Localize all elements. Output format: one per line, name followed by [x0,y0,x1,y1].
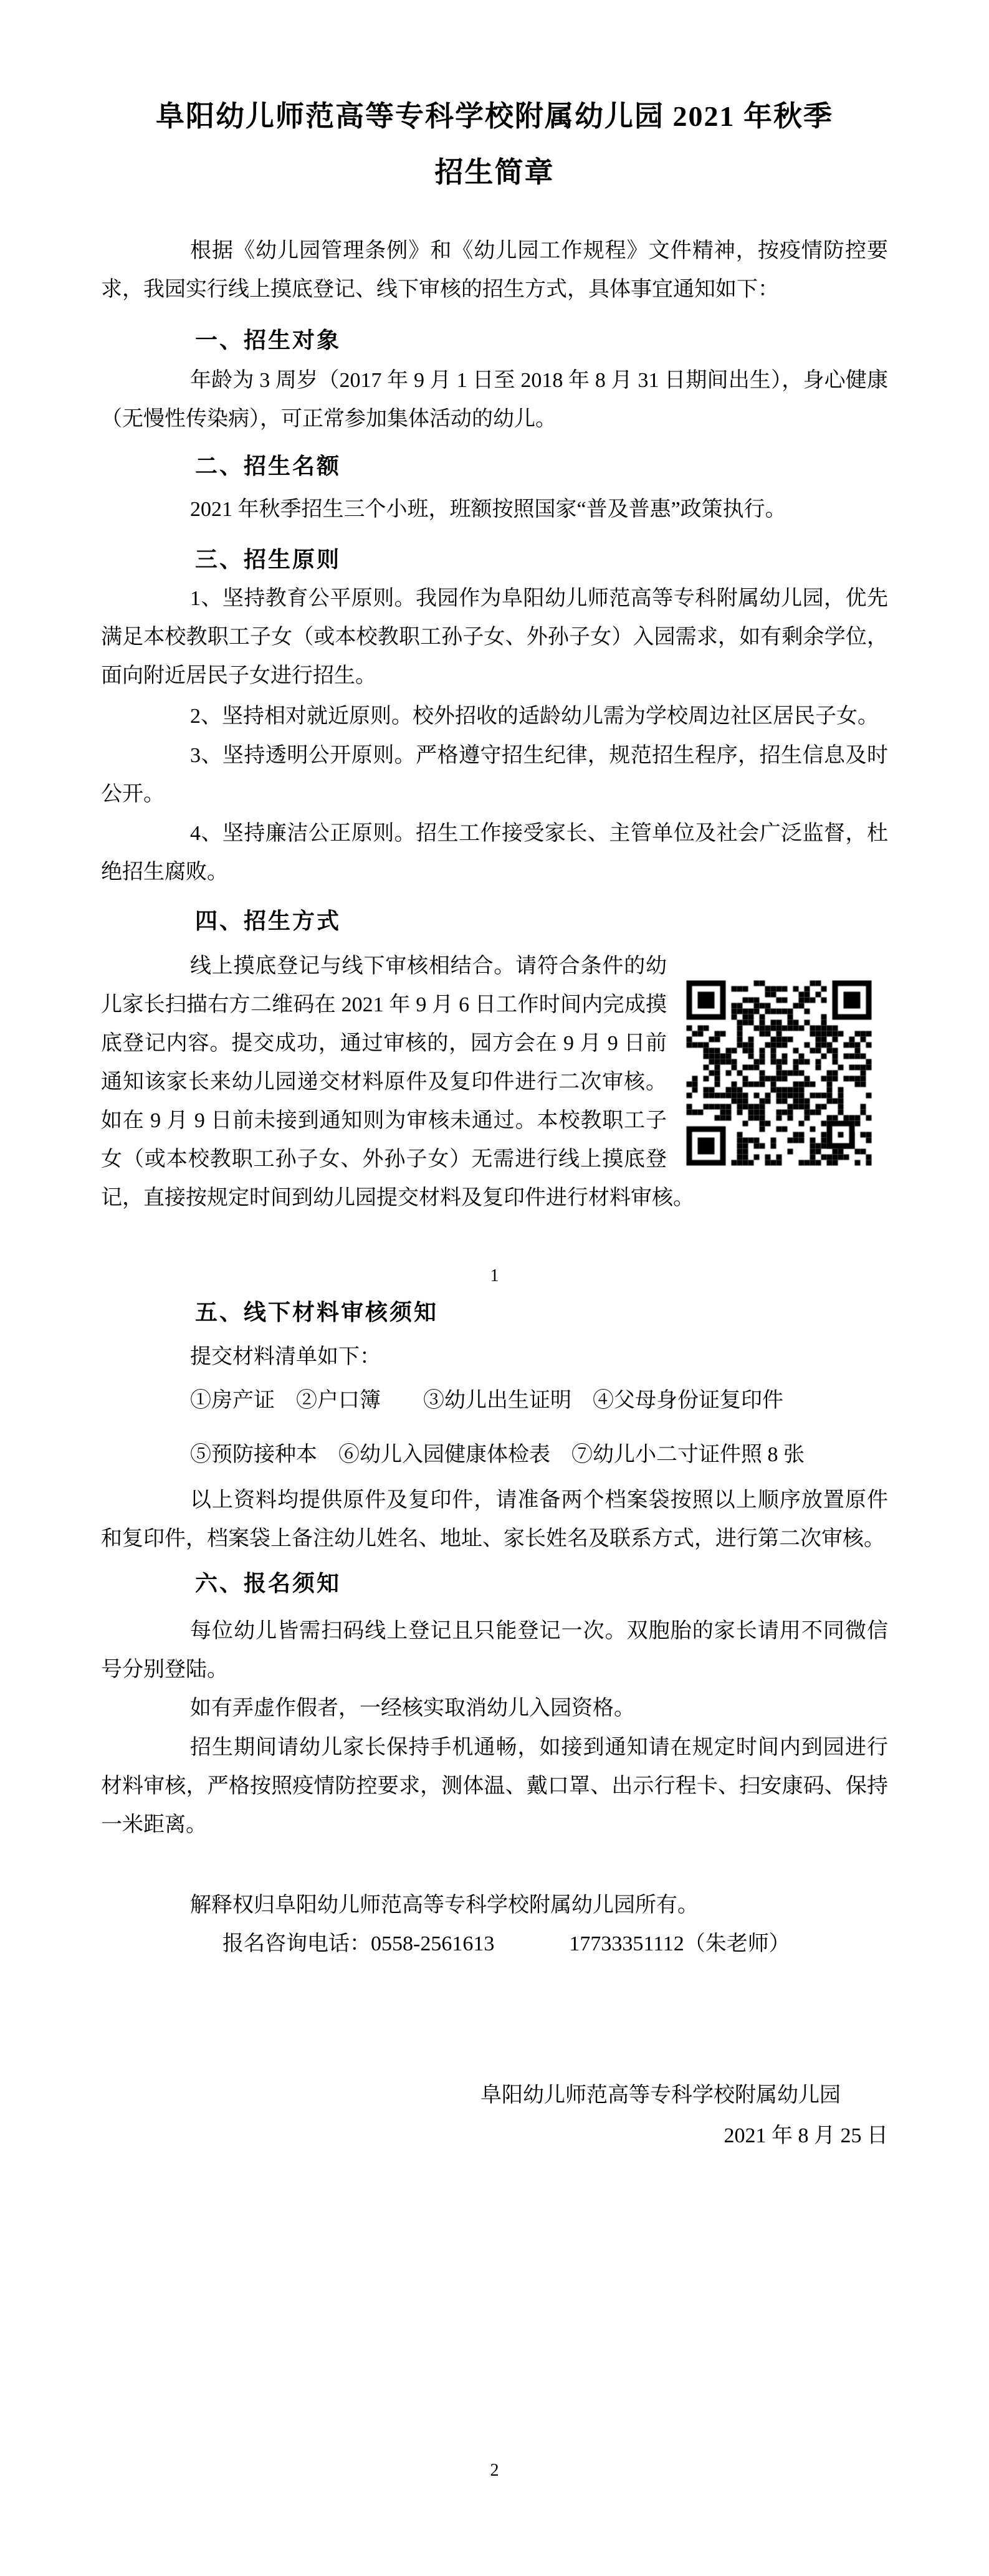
section-4-paragraph: 线上摸底登记与线下审核相结合。请符合条件的幼儿家长扫描右方二维码在 2021 年 9 月 6 日工作时间内完成摸底登记内容。提交成功，通过审核的，园方会在 9 月 9 日前通知该家长来幼儿园递交材料原件及复印件进行二次审核。如在 9 月 9 日前未接到通知则为审核未通过。本校教职工子女（或本校教职工孙子女、外孙子女）无需进行线上摸底登记，直接按规定时间到幼儿园提交材料及复印件进行材料审核。 [101,955,694,1209]
signature-organization: 阜阳幼儿师范高等专科学校附属幼儿园 [480,2084,841,2107]
disclaimer-line: 解释权归阜阳幼儿师范高等专科学校附属幼儿园所有。 [190,1894,699,1917]
intro-paragraph: 根据《幼儿园管理条例》和《幼儿园工作规程》文件精神，按疫情防控要求，我园实行线上摸底登记、线下审核的招生方式，具体事宜通知如下： [101,239,888,301]
section-3-principle-3: 3、坚持透明公开原则。严格遵守招生纪律，规范招生程序，招生信息及时公开。 [101,744,888,806]
section-5-intro: 提交材料清单如下： [190,1345,381,1368]
qr-code [686,980,872,1166]
section-5-materials-row-1: ①房产证 ②户口簿 ③幼儿出生证明 ④父母身份证复印件 [190,1389,783,1412]
section-4-heading: 四、招生方式 [195,908,342,933]
section-3-heading: 三、招生原则 [195,546,342,572]
section-3-principle-4: 4、坚持廉洁公正原则。招生工作接受家长、主管单位及社会广泛监督，杜绝招生腐败。 [101,822,888,884]
section-3-principle-2: 2、坚持相对就近原则。校外招收的适龄幼儿需为学校周边社区居民子女。 [190,705,879,728]
contact-phone-line [101,1925,888,1963]
section-6-paragraph-2: 如有弄虚作假者，一经核实取消幼儿入园资格。 [190,1697,635,1720]
section-1-heading: 一、招生对象 [195,327,342,353]
section-2-heading: 二、招生名额 [195,453,342,479]
page-2-number: 2 [490,2461,499,2480]
qr-code-image [686,980,872,1166]
section-2-paragraph: 2021 年秋季招生三个小班，班额按照国家“普及普惠”政策执行。 [190,498,786,521]
signature-date: 2021 年 8 月 25 日 [724,2124,888,2147]
section-5-heading: 五、线下材料审核须知 [195,1299,439,1325]
section-6-heading: 六、报名须知 [195,1570,342,1596]
section-5-paragraph: 以上资料均提供原件及复印件，请准备两个档案袋按照以上顺序放置原件和复印件，档案袋上备注幼儿姓名、地址、家长姓名及联系方式，进行第二次审核。 [101,1489,888,1550]
page-1-number: 1 [490,1266,499,1286]
phone-label: 报名咨询电话： [222,1932,371,1955]
section-1-paragraph: 年龄为 3 周岁（2017 年 9 月 1 日至 2018 年 8 月 31 日期间出生），身心健康（无慢性传染病），可正常参加集体活动的幼儿。 [101,369,888,431]
section-3-principle-1: 1、坚持教育公平原则。我园作为阜阳幼儿师范高等专科附属幼儿园，优先满足本校教职工子女（或本校教职工孙子女、外孙子女）入园需求，如有剩余学位，面向附近居民子女进行招生。 [101,587,888,687]
section-5-materials-row-2: ⑤预防接种本 ⑥幼儿入园健康体检表 ⑦幼儿小二寸证件照 8 张 [190,1443,805,1466]
section-6-paragraph-1: 每位幼儿皆需扫码线上登记且只能登记一次。双胞胎的家长请用不同微信号分别登陆。 [101,1620,888,1681]
document-title-line1: 阜阳幼儿师范高等专科学校附属幼儿园 2021 年秋季 [156,100,833,132]
section-4-block [101,947,888,1218]
phone-number-2: 17733351112（朱老师） [569,1932,790,1955]
document-title-line2: 招生简章 [434,156,555,188]
section-6-paragraph-3: 招生期间请幼儿家长保持手机通畅，如接到通知请在规定时间内到园进行材料审核，严格按照疫情防控要求，测体温、戴口罩、出示行程卡、扫安康码、保持一米距离。 [101,1736,888,1836]
phone-number-1: 0558-2561613 [371,1932,495,1955]
